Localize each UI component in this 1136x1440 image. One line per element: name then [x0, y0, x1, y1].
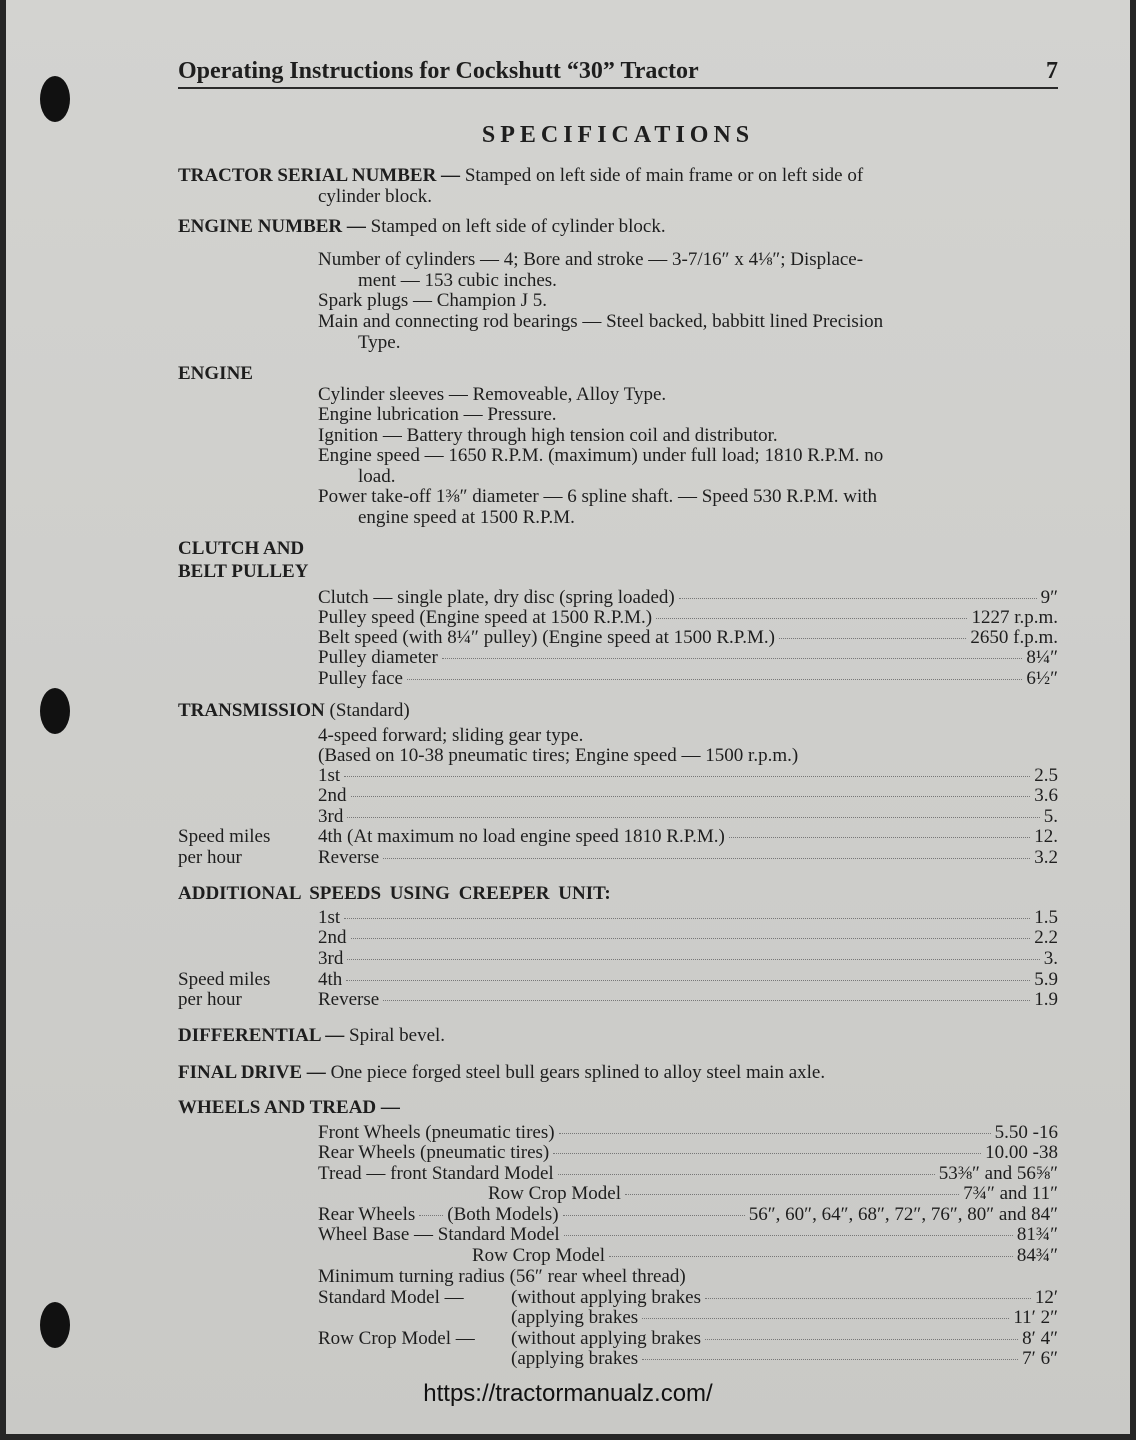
engine-line: engine speed at 1500 R.P.M.	[358, 507, 575, 528]
engine-line: Type.	[358, 332, 401, 353]
spec-item: (applying brakes	[511, 1307, 639, 1328]
dot-leader	[609, 1256, 1013, 1257]
spec-row	[318, 648, 1058, 669]
spec-value: 84¾″	[1016, 1245, 1058, 1266]
creeper-label: ADDITIONAL SPEEDS USING CREEPER UNIT:	[178, 883, 611, 904]
speed-value: 5.	[1043, 806, 1058, 827]
clutch-label: CLUTCH AND	[178, 538, 305, 559]
spec-item: Row Crop Model	[488, 1183, 621, 1204]
speed-item: Reverse	[318, 989, 380, 1010]
engine-line: load.	[358, 466, 396, 487]
speed-value: 3.	[1043, 948, 1058, 969]
speed-value: 3.6	[1034, 785, 1058, 806]
spec-item: Front Wheels (pneumatic tires)	[318, 1122, 555, 1143]
speed-item: 1st	[318, 907, 341, 928]
spec-item: Clutch — single plate, dry disc (spring loaded)	[318, 587, 675, 608]
spec-item: Row Crop Model	[472, 1245, 605, 1266]
binder-hole-top	[40, 76, 70, 122]
spec-item-2: (Both Models)	[447, 1204, 559, 1225]
engine-line: Main and connecting rod bearings — Steel backed, babbitt lined Precision	[318, 311, 884, 332]
spec-value: 53⅜″ and 56⅝″	[938, 1163, 1058, 1184]
speed-value: 12.	[1034, 826, 1058, 847]
spec-row	[318, 1123, 1058, 1144]
row-crop-model-label: Row Crop Model —	[318, 1328, 475, 1349]
speed-row	[318, 908, 1058, 929]
transmission-label-suffix: (Standard)	[329, 700, 410, 721]
speed-row	[318, 970, 1058, 991]
speed-side-label: Speed miles	[178, 969, 271, 990]
spec-row	[318, 1225, 1058, 1246]
spec-row	[318, 608, 1058, 629]
spec-value: 81¾″	[1016, 1224, 1058, 1245]
dot-leader	[656, 618, 967, 619]
spec-value: 9″	[1040, 587, 1058, 608]
spec-item: Pulley diameter	[318, 647, 438, 668]
final-drive-text: One piece forged steel bull gears splined to alloy steel main axle.	[330, 1062, 826, 1083]
speed-side-label: Speed miles	[178, 826, 271, 847]
speed-item: 3rd	[318, 948, 344, 969]
speed-value: 1.9	[1034, 989, 1058, 1010]
scan-edge-left	[0, 0, 6, 1440]
speed-item: 4th	[318, 969, 343, 990]
dot-leader	[679, 598, 1037, 599]
spec-value: 1227 r.p.m.	[971, 607, 1058, 628]
differential-text: Spiral bevel.	[349, 1025, 446, 1046]
spec-row	[318, 588, 1058, 609]
binder-hole-middle	[40, 688, 70, 734]
spec-row	[472, 1246, 1058, 1267]
spec-row	[511, 1308, 1058, 1329]
dot-leader	[559, 1133, 991, 1134]
spec-value: 8¼″	[1026, 647, 1058, 668]
speed-item: 3rd	[318, 806, 344, 827]
turning-radius-line: Minimum turning radius (56″ rear wheel thread)	[318, 1266, 686, 1287]
binder-hole-bottom	[40, 1302, 70, 1348]
engine-line: Engine speed — 1650 R.P.M. (maximum) under full load; 1810 R.P.M. no	[318, 445, 884, 466]
speed-value: 5.9	[1034, 969, 1058, 990]
speed-value: 2.2	[1034, 927, 1058, 948]
spec-value: 6½″	[1026, 668, 1058, 689]
engine-line: Number of cylinders — 4; Bore and stroke — 3-7/16″ x 4⅛″; Displace-	[318, 249, 864, 270]
transmission-line: (Based on 10-38 pneumatic tires; Engine speed — 1500 r.p.m.)	[318, 745, 799, 766]
speed-row	[318, 928, 1058, 949]
wheels-label: WHEELS AND TREAD —	[178, 1097, 400, 1118]
speed-value: 3.2	[1034, 847, 1058, 868]
serial-label: TRACTOR SERIAL NUMBER —	[178, 165, 461, 186]
speed-item: 1st	[318, 765, 341, 786]
dot-leader	[383, 858, 1030, 859]
speed-item: Reverse	[318, 847, 380, 868]
spec-item: Belt speed (with 8¼″ pulley) (Engine speed at 1500 R.P.M.)	[318, 627, 775, 648]
spec-row	[318, 1205, 1058, 1226]
transmission-label: TRANSMISSION	[178, 700, 325, 721]
spec-value: 10.00 -38	[985, 1142, 1058, 1163]
speed-row	[318, 827, 1058, 848]
speed-side-label: per hour	[178, 989, 242, 1010]
speed-row	[318, 848, 1058, 869]
dot-leader	[558, 1174, 935, 1175]
final-drive-entry	[178, 1063, 825, 1083]
spec-value: 56″, 60″, 64″, 68″, 72″, 76″, 80″ and 84″	[748, 1204, 1058, 1225]
dot-leader	[419, 1215, 443, 1216]
speed-value: 1.5	[1034, 907, 1058, 928]
speed-item: 4th (At maximum no load engine speed 1810 R.P.M.)	[318, 826, 725, 847]
speed-row	[318, 807, 1058, 828]
dot-leader	[347, 959, 1039, 960]
page-title: SPECIFICATIONS	[481, 122, 755, 148]
dot-leader	[779, 638, 966, 639]
spec-value: 11′ 2″	[1013, 1307, 1058, 1328]
engine-number-label: ENGINE NUMBER —	[178, 216, 366, 237]
page-number: 7	[1046, 58, 1058, 84]
speed-side-label: per hour	[178, 847, 242, 868]
speed-row	[318, 766, 1058, 787]
dot-leader	[563, 1215, 745, 1216]
engine-line: Power take-off 1⅜″ diameter — 6 spline shaft. — Speed 530 R.P.M. with	[318, 486, 878, 507]
engine-line: ment — 153 cubic inches.	[358, 270, 557, 291]
header-title: Operating Instructions for Cockshutt “30” Tractor	[178, 58, 699, 84]
dot-leader	[442, 658, 1023, 659]
dot-leader	[705, 1298, 1031, 1299]
spec-item: Wheel Base — Standard Model	[318, 1224, 560, 1245]
engine-number-entry	[178, 217, 666, 237]
spec-row	[318, 628, 1058, 649]
spec-item: Tread — front Standard Model	[318, 1163, 554, 1184]
dot-leader	[344, 776, 1030, 777]
spec-row	[318, 669, 1058, 690]
speed-value: 2.5	[1034, 765, 1058, 786]
dot-leader	[625, 1194, 959, 1195]
speed-row	[318, 786, 1058, 807]
dot-leader	[351, 796, 1031, 797]
spec-row	[318, 1143, 1058, 1164]
spec-item: Rear Wheels (pneumatic tires)	[318, 1142, 550, 1163]
spec-item: (without applying brakes	[511, 1328, 701, 1349]
dot-leader	[346, 980, 1030, 981]
spec-value: 5.50 -16	[994, 1122, 1058, 1143]
spec-item: Pulley speed (Engine speed at 1500 R.P.M.)	[318, 607, 653, 628]
engine-line: Ignition — Battery through high tension coil and distributor.	[318, 425, 778, 446]
spec-row	[488, 1184, 1058, 1205]
standard-model-label: Standard Model —	[318, 1287, 464, 1308]
dot-leader	[347, 817, 1039, 818]
speed-item: 2nd	[318, 927, 347, 948]
engine-line: Spark plugs — Champion J 5.	[318, 290, 548, 311]
dot-leader	[729, 837, 1030, 838]
spec-item: (applying brakes	[511, 1348, 639, 1369]
spec-value: 7′ 6″	[1022, 1348, 1058, 1369]
dot-leader	[351, 938, 1031, 939]
dot-leader	[564, 1235, 1013, 1236]
serial-number-entry	[178, 166, 863, 186]
dot-leader	[642, 1318, 1009, 1319]
spec-row	[511, 1288, 1058, 1309]
speed-row	[318, 949, 1058, 970]
final-drive-label: FINAL DRIVE —	[178, 1062, 326, 1083]
serial-text-continued: cylinder block.	[318, 186, 432, 207]
transmission-heading	[178, 701, 410, 721]
spec-value: 8′ 4″	[1022, 1328, 1058, 1349]
engine-number-text: Stamped on left side of cylinder block.	[370, 216, 666, 237]
running-header	[178, 58, 1058, 89]
spec-item: (without applying brakes	[511, 1287, 701, 1308]
engine-label: ENGINE	[178, 363, 253, 384]
dot-leader	[383, 1000, 1030, 1001]
transmission-line: 4-speed forward; sliding gear type.	[318, 725, 584, 746]
differential-entry	[178, 1026, 445, 1046]
spec-row	[511, 1349, 1058, 1370]
dot-leader	[553, 1153, 981, 1154]
speed-item: 2nd	[318, 785, 347, 806]
scan-edge-right	[1130, 0, 1136, 1440]
speed-row	[318, 990, 1058, 1011]
spec-row	[318, 1164, 1058, 1185]
source-url: https://tractormanualz.com/	[423, 1380, 713, 1407]
differential-label: DIFFERENTIAL —	[178, 1025, 345, 1046]
dot-leader	[642, 1359, 1018, 1360]
spec-value: 12′	[1034, 1287, 1058, 1308]
dot-leader	[705, 1339, 1018, 1340]
spec-value: 7¾″ and 11″	[963, 1183, 1058, 1204]
engine-line: Engine lubrication — Pressure.	[318, 404, 557, 425]
scan-edge-bottom	[0, 1434, 1136, 1440]
dot-leader	[407, 679, 1022, 680]
serial-text: Stamped on left side of main frame or on left side of	[464, 165, 864, 186]
spec-value: 2650 f.p.m.	[970, 627, 1058, 648]
dot-leader	[344, 918, 1030, 919]
belt-pulley-label: BELT PULLEY	[178, 561, 309, 582]
spec-item: Rear Wheels	[318, 1204, 416, 1225]
spec-item: Pulley face	[318, 668, 403, 689]
spec-row	[511, 1329, 1058, 1350]
engine-line: Cylinder sleeves — Removeable, Alloy Type.	[318, 384, 667, 405]
